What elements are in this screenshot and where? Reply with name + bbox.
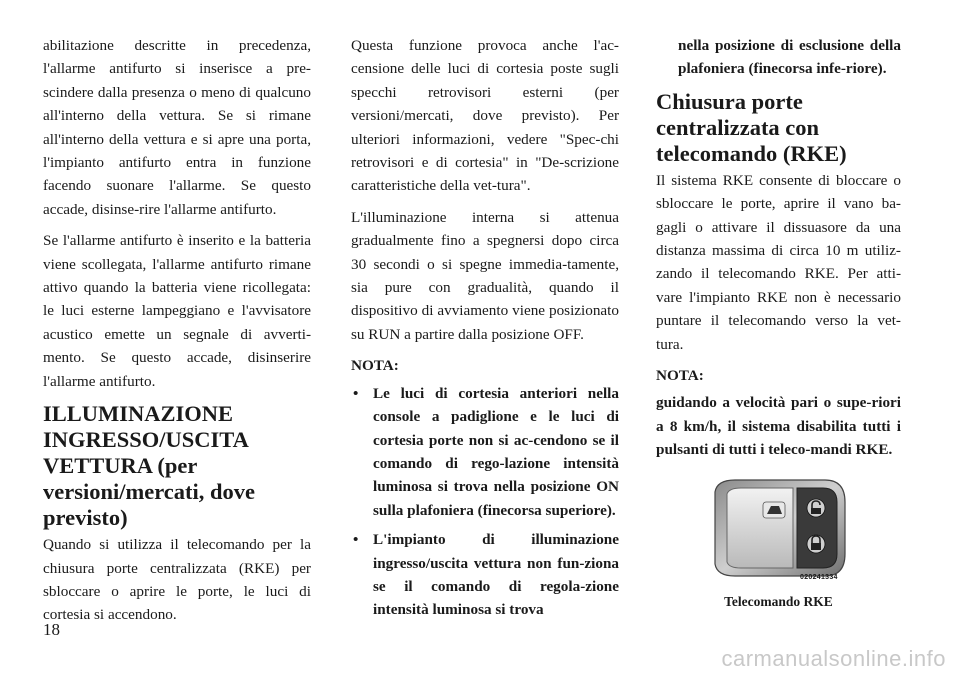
paragraph-alarm-continuation: abilitazione descritte in precedenza, l'allarme antifurto si inserisce a pre-scindere dalla presenza o meno di qualcuno all'interno della vettura. Se si rimane all'interno della vettura e si apre una porta, l'impianto antifurto entra in funzione facendo suonare l'allarme. Se questo accade, disinse-rire l'allarme antifurto.: [43, 37, 311, 218]
key-fob-body: [715, 480, 845, 576]
paragraph-rke-intro: Il sistema RKE consente di bloccare o sbloccare le porte, aprire il vano ba-gagli o attivare il dissuasore da una distanza massima di circa 10 m utiliz-zando il telecomando RKE. Per atti-vare l'impianto RKE non è necessario puntare il telecomando verso la vet-tura.: [656, 171, 901, 353]
figure-caption: Telecomando RKE: [724, 594, 833, 609]
note-label: NOTA:: [656, 367, 704, 385]
watermark: carmanualsonline.info: [721, 646, 946, 671]
paragraph-interior-dimming: L'illuminazione interna si attenua gradualmente fino a spegnersi dopo circa 30 secondi o si spegne immedia-tamente, sia pure con gradualità, quando il dispositivo di avviamento viene posizionato su RUN a partire dalla posizione OFF.: [351, 208, 619, 343]
paragraph-rke-note: guidando a velocità pari o supe-riori a 8 km/h, il sistema disabilita tutti i pulsanti di tutti i teleco-mandi RKE.: [656, 394, 901, 459]
lock-icon: [807, 535, 825, 553]
rke-key-fob-figure: [705, 472, 895, 584]
trunk-icon: [763, 502, 785, 518]
paragraph-alarm-battery: Se l'allarme antifurto è inserito e la batteria viene scollegata, l'allarme antifurto rimane attivo quando la batteria viene ricollegata: le luci esterne lampeggiano e l'avvisatore acustico emette un segnale di avverti-mento. Se questo accade, disinserire l'allarme antifurto.: [43, 232, 311, 390]
note-bullet-item: • L'impianto di illuminazione ingresso/uscita vettura non fun-ziona se il comando di regola-zione intensità luminosa si trova: [351, 528, 619, 622]
section-heading-illumination: ILLUMINAZIONE INGRESSO/USCITA VETTURA (per versioni/mercati, dove previsto): [43, 401, 256, 531]
note-label: NOTA:: [351, 357, 399, 375]
column-right: [656, 34, 901, 470]
column-middle: [351, 34, 619, 628]
paragraph-mirror-lights: Questa funzione provoca anche l'ac-censione delle luci di cortesia poste sugli specchi retrovisori esterni (per versioni/mercati, dove previsto). Per ulteriori informazioni, vedere "Spec-chi retrovisori e di cortesia" in "De-scrizione caratteristiche della vet-tura".: [351, 37, 619, 195]
figure-code: 020241334: [800, 574, 838, 581]
paragraph-illumination-intro: Quando si utilizza il telecomando per la chiusura porte centralizzata (RKE) per sbloccare o aprire le porte, le luci di cortesia si accendono.: [43, 536, 311, 624]
note-bullet-list: [351, 382, 619, 622]
section-heading-rke: Chiusura porte centralizzata con telecomando (RKE): [656, 88, 847, 166]
note-bullet-item: • Le luci di cortesia anteriori nella console a padiglione e le luci di cortesia porte non si ac-cendono se il comando di rego-lazione intensità luminosa si trova nella posizione ON sulla plafoniera (finecorsa superiore).: [351, 382, 619, 522]
column-left: [43, 34, 311, 635]
unlock-icon: [807, 499, 825, 517]
page-number: 18: [43, 620, 60, 639]
note-bullet-continuation: nella posizione di esclusione della plafoniera (finecorsa infe-riore).: [678, 37, 901, 78]
